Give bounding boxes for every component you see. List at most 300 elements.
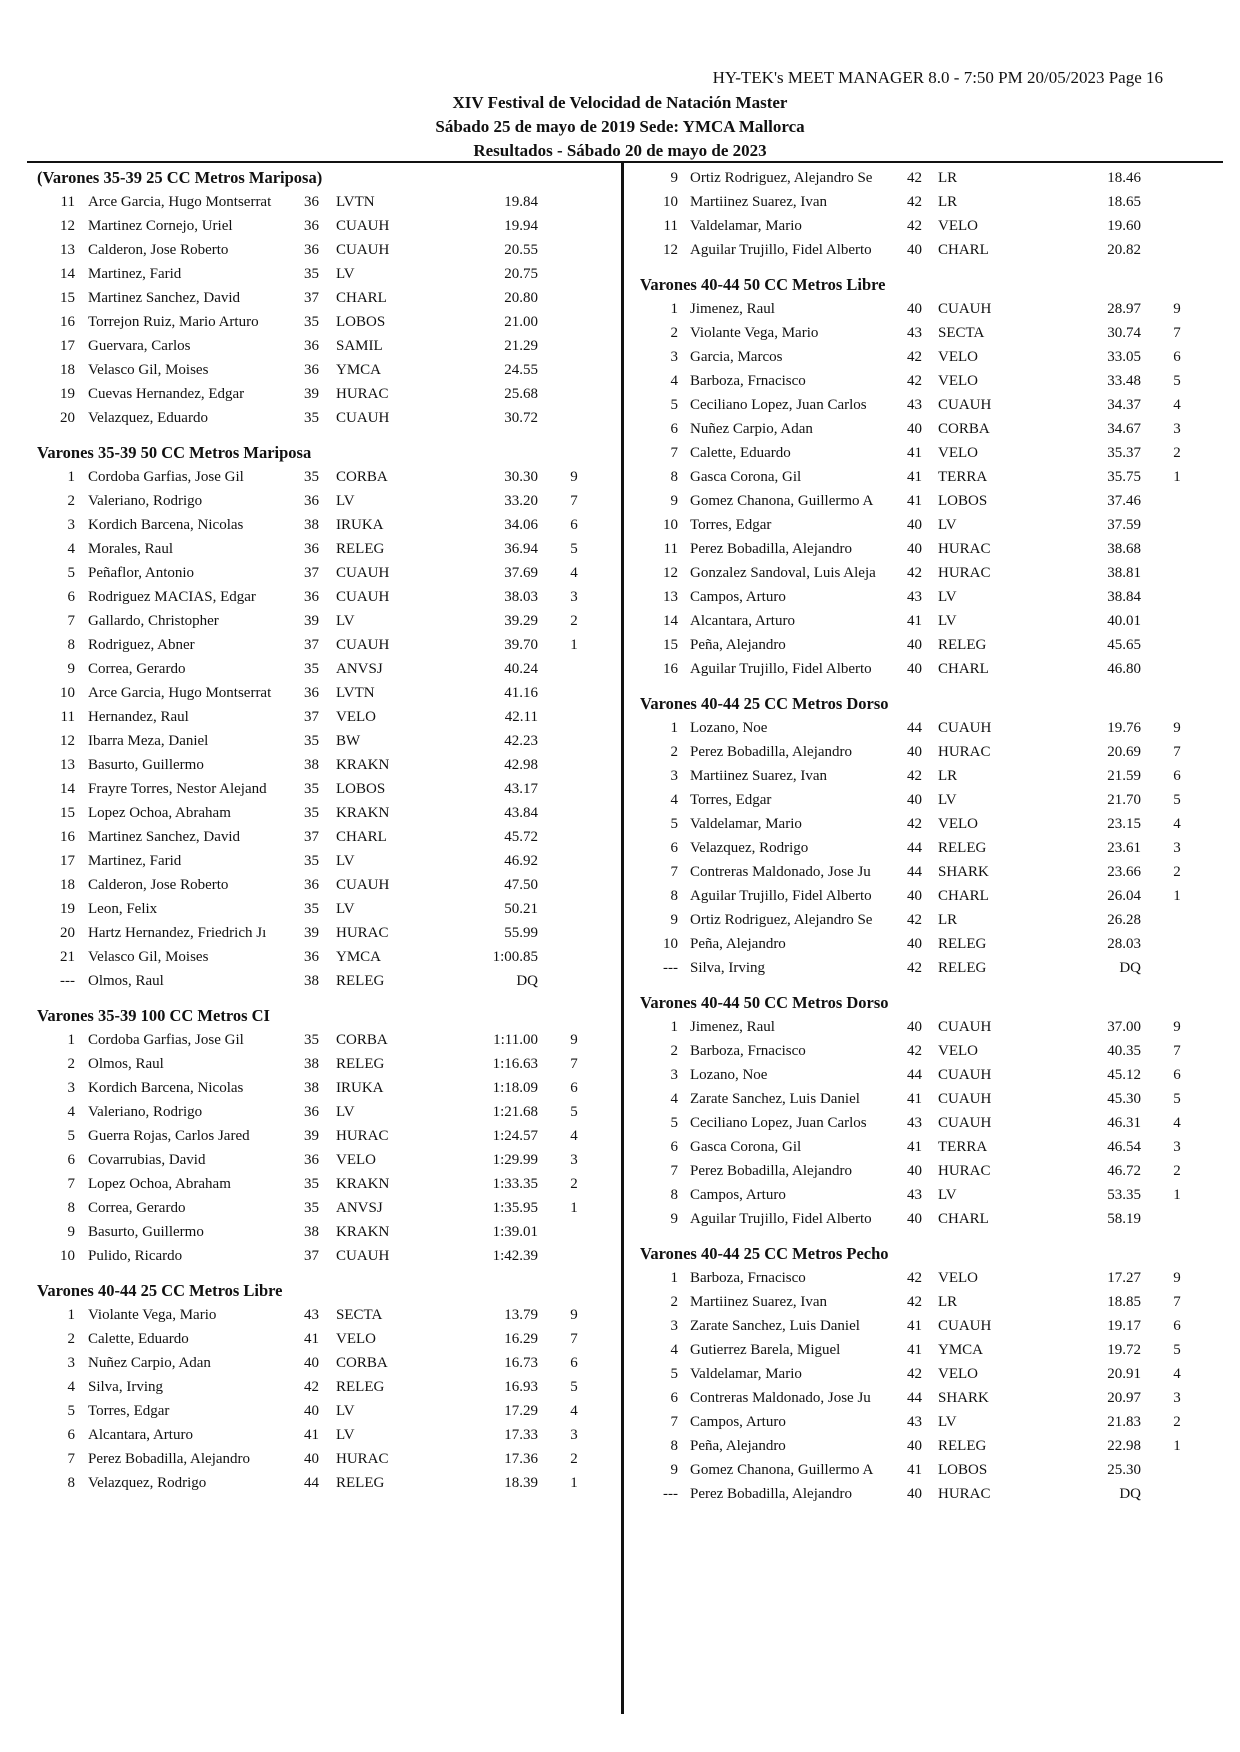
result-time: 19.84: [504, 194, 538, 210]
result-name: Zarate Sanchez, Luis Daniel: [690, 1318, 860, 1334]
result-age: 36: [304, 218, 319, 234]
result-team: LV: [938, 613, 957, 629]
result-place: 5: [67, 565, 75, 581]
result-time: 21.29: [504, 338, 538, 354]
result-age: 44: [907, 840, 922, 856]
result-row: [633, 369, 1223, 393]
result-place: 1: [67, 469, 75, 485]
result-time: 17.27: [1107, 1270, 1141, 1286]
event-title: Varones 40-44 50 CC Metros Dorso: [640, 993, 889, 1012]
result-name: Cordoba Garfias, Jose Gil: [88, 1032, 244, 1048]
result-points: 2: [1173, 1163, 1181, 1179]
result-row: [30, 1244, 620, 1268]
result-team: SHARK: [938, 1390, 989, 1406]
result-age: 36: [304, 338, 319, 354]
result-age: 39: [304, 386, 319, 402]
result-age: 36: [304, 194, 319, 210]
result-team: CUAUH: [938, 1318, 992, 1334]
result-row: [30, 1375, 620, 1399]
result-name: Peña, Alejandro: [690, 936, 786, 952]
result-place: 11: [663, 218, 678, 234]
result-age: 40: [907, 637, 922, 653]
result-place: 5: [670, 1115, 678, 1131]
result-place: 4: [670, 373, 678, 389]
result-age: 36: [304, 949, 319, 965]
result-row: [30, 681, 620, 705]
result-team: BW: [336, 733, 361, 749]
result-time: DQ: [1119, 1486, 1141, 1502]
result-age: 42: [907, 349, 922, 365]
result-team: LOBOS: [938, 493, 988, 509]
result-row: [30, 921, 620, 945]
result-age: 41: [907, 1139, 922, 1155]
result-place: 18: [60, 362, 75, 378]
result-row: [633, 1159, 1223, 1183]
result-points: 6: [1173, 1318, 1181, 1334]
result-row: [30, 1220, 620, 1244]
result-row: [633, 345, 1223, 369]
result-place: 2: [670, 325, 678, 341]
left-column: [30, 166, 620, 1506]
meet-subtitle: Sábado 25 de mayo de 2019 Sede: YMCA Mallorca: [435, 117, 805, 136]
result-name: Lopez Ochoa, Abraham: [88, 805, 231, 821]
result-points: 2: [570, 1451, 578, 1467]
result-place: 10: [663, 517, 678, 533]
result-time: 18.39: [504, 1475, 538, 1491]
result-row: [30, 609, 620, 633]
result-team: CUAUH: [336, 565, 390, 581]
result-name: Olmos, Raul: [88, 1056, 164, 1072]
result-name: Arce Garcia, Hugo Montserrat: [88, 194, 272, 210]
result-team: LV: [336, 613, 355, 629]
result-place: 9: [670, 1462, 678, 1478]
event-section: [30, 441, 620, 993]
result-time: 18.46: [1107, 170, 1141, 186]
result-name: Martiinez Suarez, Ivan: [690, 194, 828, 210]
result-time: 38.84: [1107, 589, 1141, 605]
result-age: 39: [304, 925, 319, 941]
result-age: 42: [907, 373, 922, 389]
result-team: RELEG: [938, 936, 987, 952]
result-name: Calette, Eduardo: [88, 1331, 189, 1347]
result-place: 2: [670, 1294, 678, 1310]
result-age: 35: [304, 781, 319, 797]
result-team: LR: [938, 194, 958, 210]
result-name: Ceciliano Lopez, Juan Carlos: [690, 1115, 867, 1131]
result-place: 8: [670, 1187, 678, 1203]
result-time: 20.69: [1107, 744, 1141, 760]
result-points: 2: [1173, 445, 1181, 461]
result-place: 8: [670, 888, 678, 904]
result-place: 7: [670, 1163, 678, 1179]
result-row: [633, 740, 1223, 764]
result-row: [633, 561, 1223, 585]
result-name: Violante Vega, Mario: [690, 325, 819, 341]
result-row: [30, 1172, 620, 1196]
result-points: 7: [570, 493, 578, 509]
result-time: 21.59: [1107, 768, 1141, 784]
result-age: 38: [304, 1224, 319, 1240]
result-name: Valdelamar, Mario: [690, 816, 802, 832]
result-name: Lozano, Noe: [690, 720, 768, 736]
result-place: 2: [670, 744, 678, 760]
result-team: LOBOS: [336, 314, 386, 330]
result-team: LR: [938, 170, 958, 186]
result-team: CUAUH: [938, 1019, 992, 1035]
result-points: 4: [1173, 1115, 1181, 1131]
result-points: 7: [1173, 1294, 1181, 1310]
result-row: [633, 489, 1223, 513]
result-row: [30, 537, 620, 561]
result-age: 36: [304, 685, 319, 701]
result-time: 18.65: [1107, 194, 1141, 210]
result-row: [633, 609, 1223, 633]
result-row: [633, 1290, 1223, 1314]
result-age: 35: [304, 314, 319, 330]
result-age: 35: [304, 1176, 319, 1192]
result-age: 44: [907, 1067, 922, 1083]
result-place: 10: [663, 194, 678, 210]
result-age: 42: [907, 912, 922, 928]
result-row: [633, 1458, 1223, 1482]
result-age: 42: [907, 218, 922, 234]
result-age: 35: [304, 805, 319, 821]
result-age: 43: [907, 325, 922, 341]
result-age: 40: [907, 421, 922, 437]
result-team: YMCA: [336, 362, 382, 378]
result-time: 19.94: [504, 218, 538, 234]
result-age: 42: [907, 194, 922, 210]
result-row: [633, 1386, 1223, 1410]
result-points: 3: [570, 589, 578, 605]
result-points: 7: [570, 1056, 578, 1072]
result-time: 46.31: [1107, 1115, 1141, 1131]
result-name: Silva, Irving: [690, 960, 765, 976]
result-time: 21.83: [1107, 1414, 1141, 1430]
result-age: 44: [304, 1475, 319, 1491]
result-time: 20.82: [1107, 242, 1141, 258]
result-time: 1:29.99: [492, 1152, 538, 1168]
result-name: Ortiz Rodriguez, Alejandro Se: [690, 170, 873, 186]
result-row: [633, 1063, 1223, 1087]
result-time: 25.68: [504, 386, 538, 402]
result-name: Frayre Torres, Nestor Alejand: [88, 781, 267, 797]
result-team: HURAC: [938, 565, 991, 581]
result-time: 1:00.85: [492, 949, 538, 965]
result-time: 20.91: [1107, 1366, 1141, 1382]
result-age: 41: [907, 1342, 922, 1358]
right-column: [633, 166, 1223, 1517]
result-team: HURAC: [336, 1128, 389, 1144]
result-row: [633, 393, 1223, 417]
result-time: 21.00: [504, 314, 538, 330]
result-team: CHARL: [336, 829, 387, 845]
result-name: Guerra Rojas, Carlos Jared: [88, 1128, 250, 1144]
result-place: 5: [670, 397, 678, 413]
result-name: Rodriguez, Abner: [88, 637, 195, 653]
result-name: Morales, Raul: [88, 541, 173, 557]
result-time: 45.65: [1107, 637, 1141, 653]
result-age: 43: [907, 589, 922, 605]
result-place: 5: [670, 816, 678, 832]
result-time: 40.24: [504, 661, 538, 677]
result-place: 16: [60, 829, 75, 845]
result-age: 44: [907, 864, 922, 880]
result-team: VELO: [938, 816, 978, 832]
result-age: 42: [907, 816, 922, 832]
result-time: 28.03: [1107, 936, 1141, 952]
result-place: 17: [60, 853, 75, 869]
result-team: RELEG: [336, 1475, 385, 1491]
result-row: [633, 417, 1223, 441]
result-age: 37: [304, 290, 319, 306]
result-age: 40: [907, 517, 922, 533]
event-title: Varones 40-44 25 CC Metros Pecho: [640, 1244, 889, 1263]
result-points: 1: [570, 637, 578, 653]
result-age: 35: [304, 1032, 319, 1048]
result-team: RELEG: [938, 960, 987, 976]
result-row: [633, 764, 1223, 788]
result-name: Gonzalez Sandoval, Luis Aleja: [690, 565, 876, 581]
result-time: 37.69: [504, 565, 538, 581]
event-title: Varones 40-44 50 CC Metros Libre: [640, 275, 886, 294]
result-points: 7: [1173, 325, 1181, 341]
result-name: Aguilar Trujillo, Fidel Alberto: [690, 661, 872, 677]
result-place: ---: [60, 973, 75, 989]
result-name: Cordoba Garfias, Jose Gil: [88, 469, 244, 485]
result-name: Kordich Barcena, Nicolas: [88, 1080, 244, 1096]
result-name: Torres, Edgar: [88, 1403, 170, 1419]
result-team: HURAC: [938, 1486, 991, 1502]
result-age: 42: [907, 565, 922, 581]
result-place: 3: [670, 349, 678, 365]
result-team: VELO: [938, 1366, 978, 1382]
result-team: LV: [938, 1414, 957, 1430]
result-age: 41: [304, 1427, 319, 1443]
result-points: 3: [1173, 421, 1181, 437]
result-team: KRAKN: [336, 805, 390, 821]
result-row: [633, 812, 1223, 836]
result-place: 9: [670, 493, 678, 509]
result-age: 40: [907, 792, 922, 808]
result-name: Martinez Cornejo, Uriel: [88, 218, 233, 234]
result-row: [633, 1410, 1223, 1434]
result-points: 6: [570, 1355, 578, 1371]
result-row: [633, 238, 1223, 262]
result-name: Gasca Corona, Gil: [690, 469, 802, 485]
result-points: 5: [570, 1379, 578, 1395]
result-time: 58.19: [1107, 1211, 1141, 1227]
result-team: YMCA: [336, 949, 382, 965]
result-time: 33.20: [504, 493, 538, 509]
result-row: [633, 465, 1223, 489]
result-name: Ortiz Rodriguez, Alejandro Se: [690, 912, 873, 928]
result-row: [633, 1482, 1223, 1506]
result-team: CHARL: [938, 661, 989, 677]
software-header: HY-TEK's MEET MANAGER 8.0 - 7:50 PM 20/05/2023 Page 16: [712, 68, 1163, 87]
result-time: 55.99: [504, 925, 538, 941]
result-row: [633, 513, 1223, 537]
column-divider: [621, 162, 624, 1714]
result-name: Garcia, Marcos: [690, 349, 783, 365]
result-time: 16.29: [504, 1331, 538, 1347]
result-row: [30, 1399, 620, 1423]
result-age: 42: [907, 170, 922, 186]
result-row: [30, 1303, 620, 1327]
result-place: 1: [67, 1307, 75, 1323]
result-place: 9: [67, 1224, 75, 1240]
result-row: [30, 238, 620, 262]
result-name: Calderon, Jose Roberto: [88, 242, 229, 258]
result-place: 7: [670, 1414, 678, 1430]
result-name: Rodriguez MACIAS, Edgar: [88, 589, 256, 605]
result-name: Barboza, Frnacisco: [690, 1270, 806, 1286]
result-team: LOBOS: [938, 1462, 988, 1478]
result-points: 9: [1173, 720, 1181, 736]
result-team: LVTN: [336, 685, 375, 701]
event-title: Varones 40-44 25 CC Metros Libre: [37, 1281, 283, 1300]
result-age: 41: [907, 1318, 922, 1334]
result-time: 20.80: [504, 290, 538, 306]
result-place: 12: [60, 218, 75, 234]
result-points: 4: [570, 1403, 578, 1419]
result-points: 5: [1173, 792, 1181, 808]
result-name: Hernandez, Raul: [88, 709, 189, 725]
result-team: LOBOS: [336, 781, 386, 797]
result-age: 40: [304, 1451, 319, 1467]
result-time: 18.85: [1107, 1294, 1141, 1310]
result-points: 3: [1173, 1390, 1181, 1406]
result-name: Gomez Chanona, Guillermo A: [690, 493, 874, 509]
result-place: 10: [60, 685, 75, 701]
result-name: Torres, Edgar: [690, 792, 772, 808]
result-row: [30, 358, 620, 382]
result-place: 4: [67, 1379, 75, 1395]
result-row: [633, 932, 1223, 956]
result-team: HURAC: [938, 541, 991, 557]
result-team: CUAUH: [336, 1248, 390, 1264]
result-name: Nuñez Carpio, Adan: [690, 421, 813, 437]
result-points: 6: [570, 517, 578, 533]
result-place: 6: [670, 421, 678, 437]
result-row: [30, 286, 620, 310]
result-team: HURAC: [336, 1451, 389, 1467]
result-team: LV: [336, 901, 355, 917]
result-team: VELO: [938, 445, 978, 461]
result-place: 6: [67, 589, 75, 605]
result-row: [30, 585, 620, 609]
result-place: 8: [67, 1475, 75, 1491]
result-points: 1: [1173, 469, 1181, 485]
result-name: Velazquez, Rodrigo: [88, 1475, 207, 1491]
result-age: 38: [304, 757, 319, 773]
result-team: VELO: [938, 1043, 978, 1059]
result-points: 7: [1173, 744, 1181, 760]
result-age: 36: [304, 1104, 319, 1120]
result-name: Perez Bobadilla, Alejandro: [690, 744, 853, 760]
result-team: CUAUH: [938, 301, 992, 317]
result-age: 35: [304, 410, 319, 426]
result-time: 23.15: [1107, 816, 1141, 832]
result-row: [633, 956, 1223, 980]
result-team: CUAUH: [336, 242, 390, 258]
result-place: 10: [60, 1248, 75, 1264]
result-name: Perez Bobadilla, Alejandro: [88, 1451, 251, 1467]
result-place: 15: [663, 637, 678, 653]
result-team: LV: [336, 493, 355, 509]
result-age: 40: [907, 1438, 922, 1454]
result-place: 8: [67, 1200, 75, 1216]
result-time: 45.30: [1107, 1091, 1141, 1107]
result-place: 1: [670, 1270, 678, 1286]
result-time: 42.98: [504, 757, 538, 773]
event-title: (Varones 35-39 25 CC Metros Mariposa): [37, 168, 323, 187]
result-points: 5: [570, 541, 578, 557]
result-team: CHARL: [938, 242, 989, 258]
result-name: Contreras Maldonado, Jose Ju: [690, 1390, 871, 1406]
result-points: 3: [570, 1427, 578, 1443]
result-row: [30, 1076, 620, 1100]
result-time: 1:18.09: [492, 1080, 538, 1096]
result-age: 37: [304, 565, 319, 581]
result-row: [30, 310, 620, 334]
result-row: [633, 166, 1223, 190]
result-age: 44: [907, 1390, 922, 1406]
result-points: 3: [570, 1152, 578, 1168]
result-time: 35.37: [1107, 445, 1141, 461]
result-age: 35: [304, 661, 319, 677]
result-time: 19.76: [1107, 720, 1141, 736]
result-row: [30, 1351, 620, 1375]
result-time: 41.16: [504, 685, 538, 701]
result-team: VELO: [938, 373, 978, 389]
result-place: 1: [670, 720, 678, 736]
result-age: 41: [907, 1462, 922, 1478]
result-age: 40: [907, 242, 922, 258]
result-row: [30, 705, 620, 729]
result-age: 35: [304, 1200, 319, 1216]
event-section: [30, 1004, 620, 1268]
result-points: 9: [570, 469, 578, 485]
result-points: 5: [1173, 1342, 1181, 1358]
result-place: 12: [663, 242, 678, 258]
result-time: 46.80: [1107, 661, 1141, 677]
result-team: ANVSJ: [336, 661, 383, 677]
result-row: [30, 382, 620, 406]
result-time: 37.46: [1107, 493, 1141, 509]
result-team: CORBA: [938, 421, 990, 437]
result-row: [633, 214, 1223, 238]
result-place: 5: [67, 1128, 75, 1144]
result-name: Calderon, Jose Roberto: [88, 877, 229, 893]
result-place: 13: [60, 757, 75, 773]
result-place: 6: [67, 1427, 75, 1443]
result-row: [633, 441, 1223, 465]
result-time: 42.23: [504, 733, 538, 749]
result-age: 44: [907, 720, 922, 736]
result-time: 53.35: [1107, 1187, 1141, 1203]
result-name: Alcantara, Arturo: [690, 613, 795, 629]
result-team: CORBA: [336, 1032, 388, 1048]
result-age: 41: [907, 469, 922, 485]
result-team: RELEG: [938, 637, 987, 653]
result-name: Correa, Gerardo: [88, 661, 186, 677]
result-name: Valeriano, Rodrigo: [88, 493, 203, 509]
result-team: LV: [938, 1187, 957, 1203]
result-team: IRUKA: [336, 1080, 384, 1096]
result-age: 36: [304, 877, 319, 893]
result-age: 43: [907, 397, 922, 413]
